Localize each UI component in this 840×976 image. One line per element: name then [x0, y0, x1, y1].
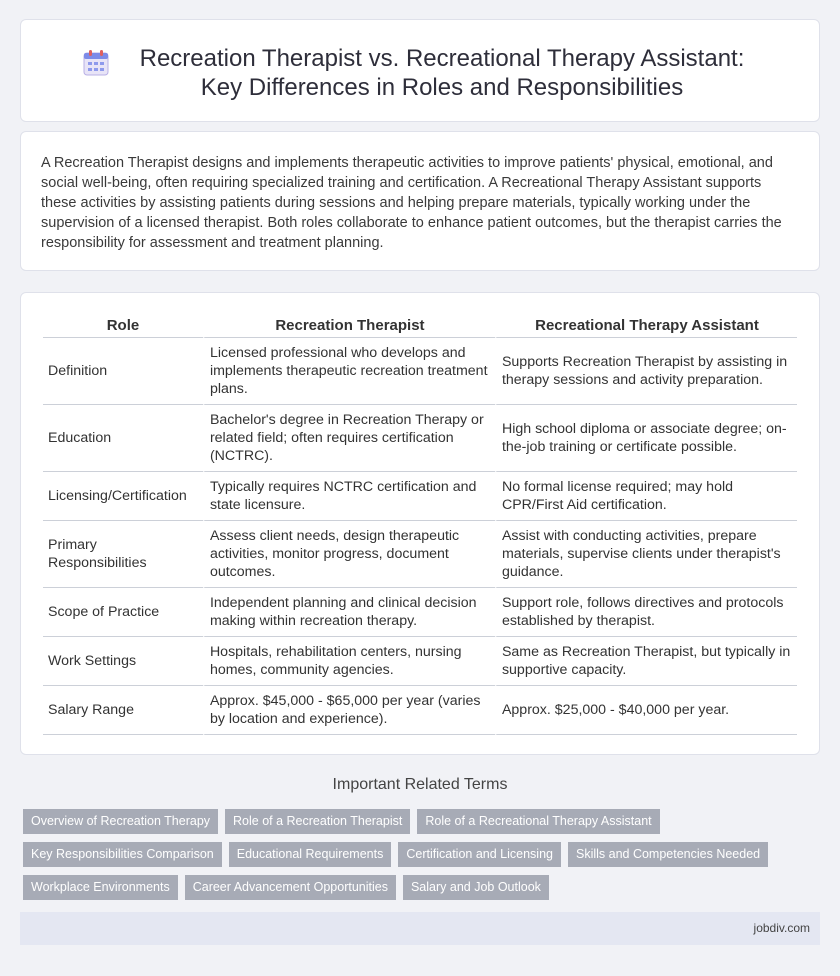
row-label: Primary Responsibilities	[43, 521, 203, 588]
header-card	[20, 19, 820, 122]
related-term-tag[interactable]: Skills and Competencies Needed	[568, 842, 768, 867]
table-row	[43, 405, 797, 472]
comparison-table	[43, 315, 797, 735]
therapist-cell: Bachelor's degree in Recreation Therapy or related field; often requires certification (NCTRC).	[203, 405, 495, 472]
row-label: Licensing/Certification	[43, 472, 203, 521]
related-term-tag[interactable]: Career Advancement Opportunities	[185, 875, 396, 900]
assistant-cell: Supports Recreation Therapist by assisting in therapy sessions and activity preparation.	[495, 338, 797, 405]
assistant-cell: Support role, follows directives and protocols established by therapist.	[495, 588, 797, 637]
related-term-tag[interactable]: Role of a Recreational Therapy Assistant	[417, 809, 659, 834]
table-row	[43, 637, 797, 686]
table-row	[43, 472, 797, 521]
related-term-tag[interactable]: Certification and Licensing	[398, 842, 561, 867]
table-header-row	[43, 315, 797, 338]
therapist-cell: Hospitals, rehabilitation centers, nursing homes, community agencies.	[203, 637, 495, 686]
row-label: Scope of Practice	[43, 588, 203, 637]
page-title: Recreation Therapist vs. Recreational Therapy Assistant: Key Differences in Roles and Responsibilities	[139, 45, 745, 101]
intro-card	[20, 131, 820, 271]
assistant-cell: High school diploma or associate degree; on-the-job training or certificate possible.	[495, 405, 797, 472]
footer	[20, 912, 820, 945]
footer-site-link[interactable]: jobdiv.com	[753, 921, 810, 935]
row-label: Definition	[43, 338, 203, 405]
related-term-tag[interactable]: Workplace Environments	[23, 875, 178, 900]
intro-paragraph: A Recreation Therapist designs and implements therapeutic activities to improve patients' physical, emotional, and social well-being, often requiring specialized training and certification. A Recreational Therapy Assistant supports these activities by assisting patients during sessions and helping prepare materials, typically working under the supervision of a licensed therapist. Both roles collaborate to enhance patient outcomes, but the therapist carries the responsibility for assessment and treatment planning.	[41, 155, 782, 251]
therapist-cell: Licensed professional who develops and implements therapeutic recreation treatment plans.	[203, 338, 495, 405]
related-term-tag[interactable]: Overview of Recreation Therapy	[23, 809, 218, 834]
row-label: Education	[43, 405, 203, 472]
related-term-tag[interactable]: Salary and Job Outlook	[403, 875, 549, 900]
related-term-tag[interactable]: Role of a Recreation Therapist	[225, 809, 410, 834]
calendar-icon	[81, 48, 111, 78]
therapist-cell: Typically requires NCTRC certification and state licensure.	[203, 472, 495, 521]
assistant-cell: No formal license required; may hold CPR/First Aid certification.	[495, 472, 797, 521]
row-label: Salary Range	[43, 686, 203, 735]
related-terms-heading: Important Related Terms	[332, 776, 508, 793]
assistant-cell: Assist with conducting activities, prepare materials, supervise clients under therapist's guidance.	[495, 521, 797, 588]
comparison-table-card	[20, 292, 820, 755]
related-terms-list	[23, 809, 813, 900]
therapist-cell: Assess client needs, design therapeutic activities, monitor progress, document outcomes.	[203, 521, 495, 588]
assistant-cell: Approx. $25,000 - $40,000 per year.	[495, 686, 797, 735]
column-header-role: Role	[43, 315, 203, 338]
related-term-tag[interactable]: Educational Requirements	[229, 842, 392, 867]
therapist-cell: Independent planning and clinical decision making within recreation therapy.	[203, 588, 495, 637]
related-term-tag[interactable]: Key Responsibilities Comparison	[23, 842, 222, 867]
row-label: Work Settings	[43, 637, 203, 686]
therapist-cell: Approx. $45,000 - $65,000 per year (varies by location and experience).	[203, 686, 495, 735]
table-row	[43, 588, 797, 637]
assistant-cell: Same as Recreation Therapist, but typically in supportive capacity.	[495, 637, 797, 686]
column-header-therapist: Recreation Therapist	[203, 315, 495, 338]
table-row	[43, 521, 797, 588]
table-row	[43, 338, 797, 405]
table-row	[43, 686, 797, 735]
column-header-assistant: Recreational Therapy Assistant	[495, 315, 797, 338]
